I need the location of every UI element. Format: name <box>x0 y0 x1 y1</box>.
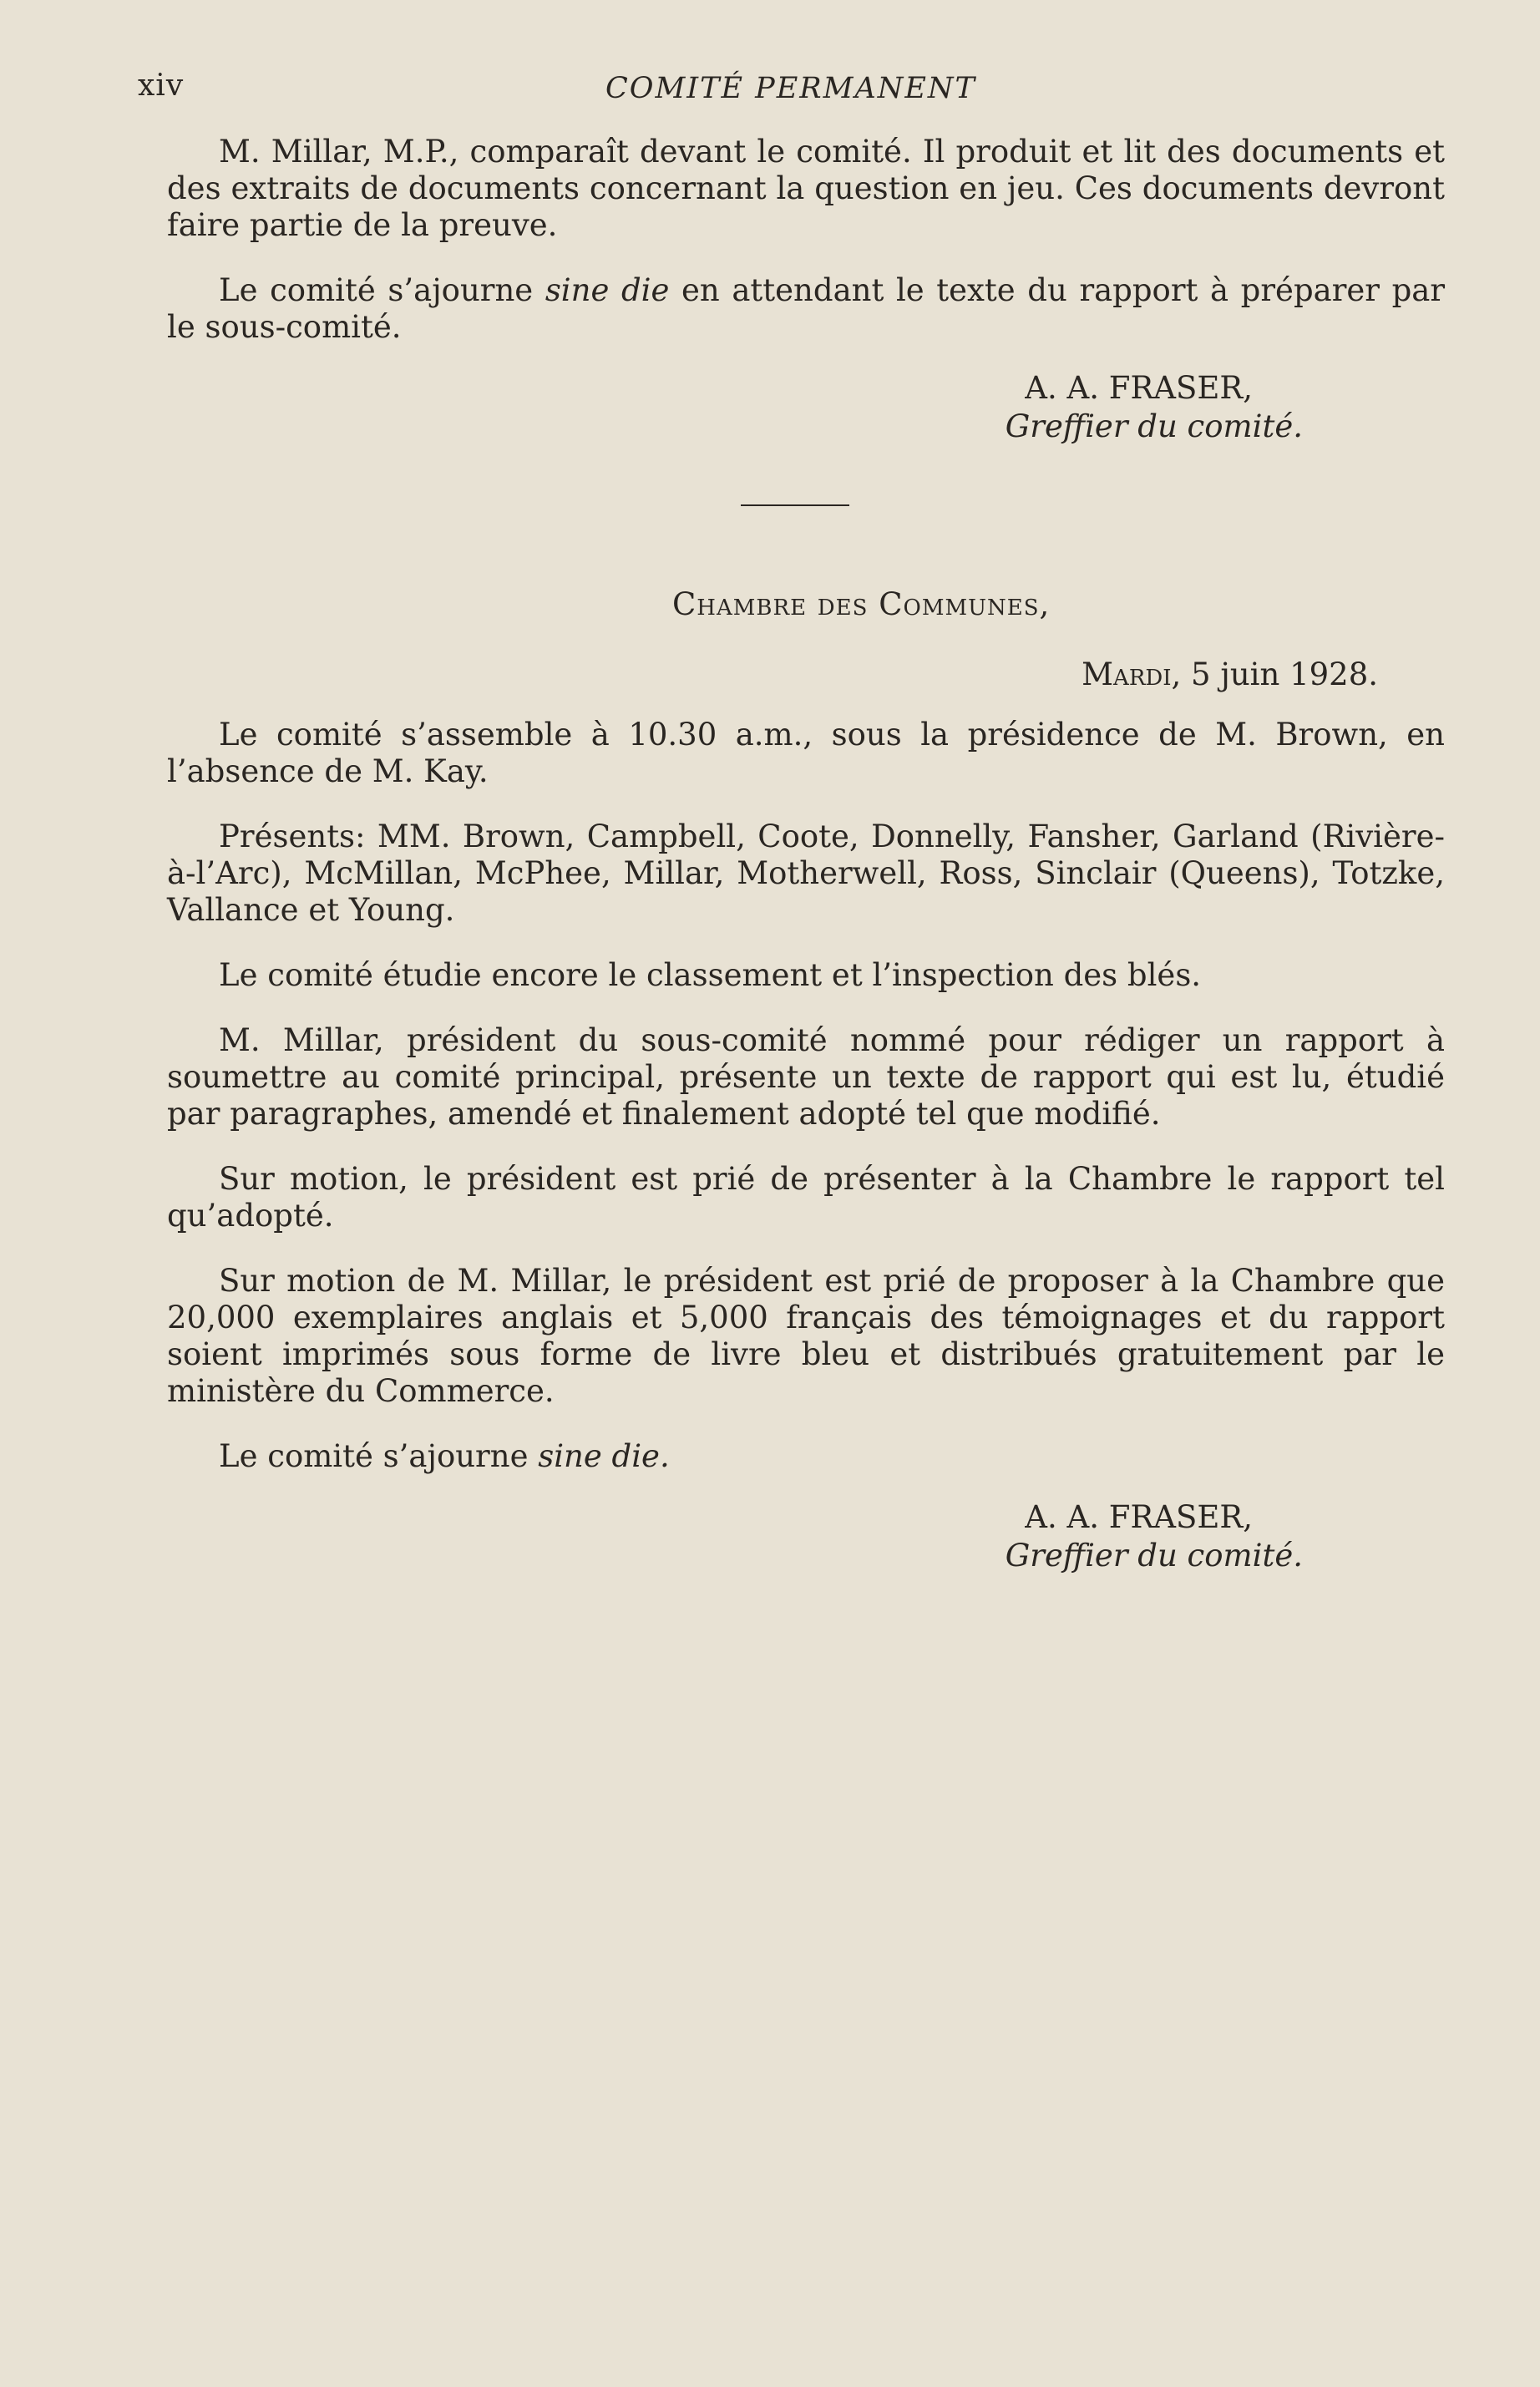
paragraph-subcommittee-report: M. Millar, président du sous-comité nommé pour rédiger un rapport à soumettre au comité principal, présente un texte de rapport qui est lu, étudié par paragraphes, amendé et finalement adopté tel que modifié. <box>167 1022 1445 1132</box>
adjourn-text-start: Le comité s’ajourne <box>219 272 545 308</box>
adjourn-text-end: en attendant le texte du rapport à préparer par le sous-comité. <box>167 272 1446 345</box>
paragraph-study-grading: Le comité étudie encore le classement et l’inspection des blés. <box>219 957 1202 993</box>
body-text <box>167 134 1445 1575</box>
meeting-date-rest: 5 juin 1928. <box>1181 656 1378 692</box>
signature-name: A. A. FRASER, <box>1025 1499 1253 1535</box>
signature-role: Greffier du comité. <box>1005 408 1303 444</box>
house-heading: Chambre des Communes, <box>672 586 1051 622</box>
paragraph-motion-print: Sur motion de M. Millar, le président est prié de proposer à la Chambre que 20,000 exemplaires anglais et 5,000 français des témoignages et du rapport soient imprimés sous forme de livre bleu et distribués gratuitement par le ministère du Commerce. <box>167 1263 1445 1409</box>
meeting-date <box>167 656 1445 693</box>
signature-block-2 <box>167 1498 1445 1575</box>
paragraph-present-members: Présents: MM. Brown, Campbell, Coote, Donnelly, Fansher, Garland (Rivière-à-l’Arc), McMillan, McPhee, Millar, Motherwell, Ross, Sinclair (Queens), Totzke, Vallance et Young. <box>167 818 1445 928</box>
page-header <box>138 68 1441 110</box>
adjourn-italic: sine die <box>545 272 670 308</box>
signature-name: A. A. FRASER, <box>1025 370 1253 406</box>
paragraph-adjourn-pending <box>167 272 1445 346</box>
paragraph-motion-present: Sur motion, le président est prié de présenter à la Chambre le rapport tel qu’adopté. <box>167 1161 1445 1234</box>
page-number: xiv <box>138 68 185 103</box>
section-divider <box>741 504 849 506</box>
signature-block-1 <box>167 369 1445 446</box>
closing-text-start: Le comité s’ajourne <box>219 1438 539 1474</box>
signature-role: Greffier du comité. <box>1005 1538 1303 1574</box>
paragraph-millar-appears: M. Millar, M.P., comparaît devant le comité. Il produit et lit des documents et des extraits de documents concernant la question en jeu. Ces documents devront faire partie de la preuve. <box>167 134 1445 243</box>
meeting-day: Mardi, <box>1082 656 1182 692</box>
closing-italic: sine die. <box>538 1438 670 1474</box>
paragraph-assembly: Le comité s’assemble à 10.30 a.m., sous la présidence de M. Brown, en l’absence de M. Kay. <box>167 717 1445 789</box>
paragraph-adjourn-sine-die <box>167 1438 1445 1475</box>
running-title: COMITÉ PERMANENT <box>605 72 976 105</box>
